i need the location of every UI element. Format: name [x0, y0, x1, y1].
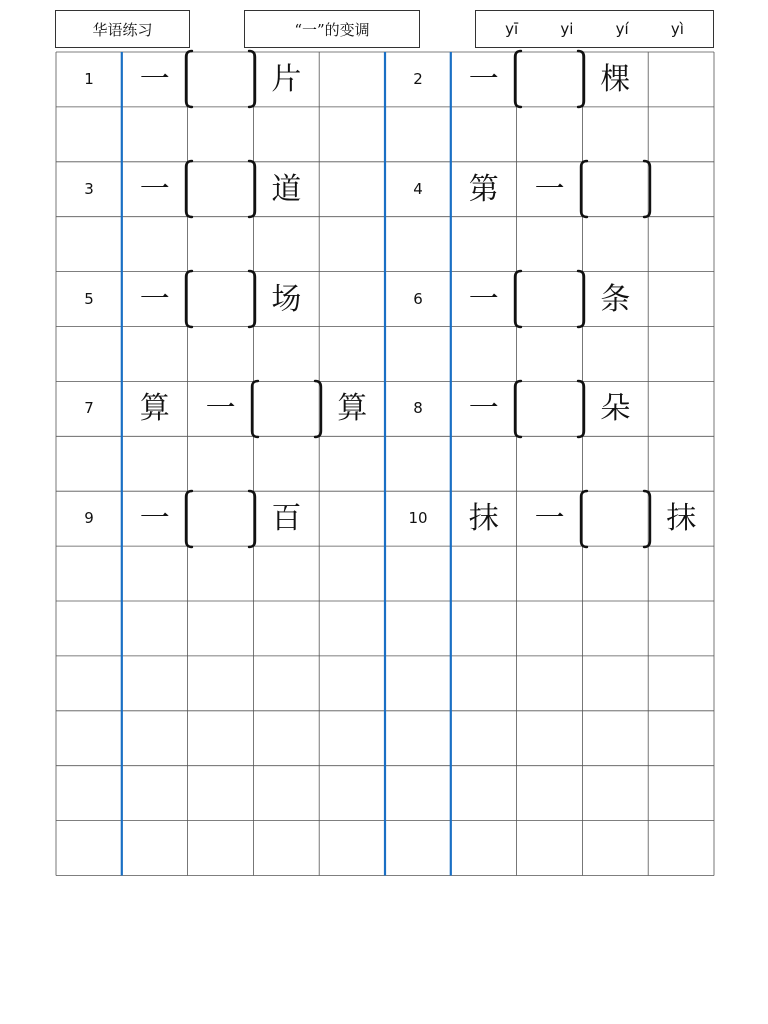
- tone-second: yí: [615, 20, 629, 38]
- bracket-stroke: [186, 491, 255, 547]
- item-character: 道: [271, 171, 302, 207]
- bracket-stroke: [515, 381, 584, 437]
- topic-title: “一”的变调: [244, 10, 420, 48]
- item-character: 棵: [600, 62, 631, 97]
- item-number: 2: [413, 70, 423, 88]
- item-character: 第: [468, 171, 499, 207]
- item-number: 1: [84, 70, 94, 88]
- item-number: 5: [84, 289, 94, 308]
- answer-bracket[interactable]: [183, 48, 258, 110]
- item-character: 朵: [600, 391, 631, 427]
- item-number: 3: [84, 179, 94, 198]
- item-character: 一: [468, 62, 499, 97]
- bracket-stroke: [581, 491, 650, 547]
- item-character: 抹: [666, 501, 697, 537]
- item-number: 10: [408, 509, 428, 528]
- bracket-stroke: [515, 51, 584, 107]
- item-character: 一: [468, 281, 499, 317]
- item-character: 一: [139, 501, 170, 537]
- bracket-stroke: [186, 161, 255, 217]
- item-character: 条: [600, 281, 631, 317]
- item-character: 一: [139, 171, 170, 207]
- bracket-stroke: [186, 271, 255, 327]
- item-character: 一: [534, 171, 565, 207]
- item-character: 抹: [468, 501, 499, 537]
- item-character: 算: [139, 391, 170, 427]
- tone-neutral: yi: [560, 20, 574, 38]
- worksheet-title: 华语练习: [55, 10, 190, 48]
- item-character: 片: [271, 62, 302, 97]
- item-character: 场: [271, 281, 302, 317]
- item-character: 一: [139, 281, 170, 317]
- answer-bracket[interactable]: [183, 488, 258, 550]
- answer-bracket[interactable]: [249, 378, 324, 440]
- answer-bracket[interactable]: [183, 268, 258, 330]
- bracket-stroke: [515, 271, 584, 327]
- item-character: 一: [139, 62, 170, 97]
- item-character: 一: [468, 391, 499, 427]
- answer-bracket[interactable]: [183, 158, 258, 220]
- item-character: 算: [337, 391, 368, 427]
- answer-bracket[interactable]: [578, 488, 653, 550]
- bracket-stroke: [252, 381, 321, 437]
- tone-fourth: yì: [670, 20, 684, 38]
- item-character: 一: [205, 391, 236, 427]
- answer-bracket[interactable]: [578, 158, 653, 220]
- answer-bracket[interactable]: [512, 378, 587, 440]
- item-number: 9: [84, 509, 94, 528]
- item-number: 6: [413, 289, 423, 308]
- item-number: 4: [413, 179, 423, 198]
- bracket-stroke: [186, 51, 255, 107]
- tone-first: yī: [505, 20, 519, 38]
- answer-bracket[interactable]: [512, 268, 587, 330]
- item-character: 一: [534, 501, 565, 537]
- item-character: 百: [271, 501, 302, 537]
- item-number: 7: [84, 399, 94, 418]
- bracket-stroke: [581, 161, 650, 217]
- item-number: 8: [413, 399, 423, 418]
- answer-bracket[interactable]: [512, 48, 587, 110]
